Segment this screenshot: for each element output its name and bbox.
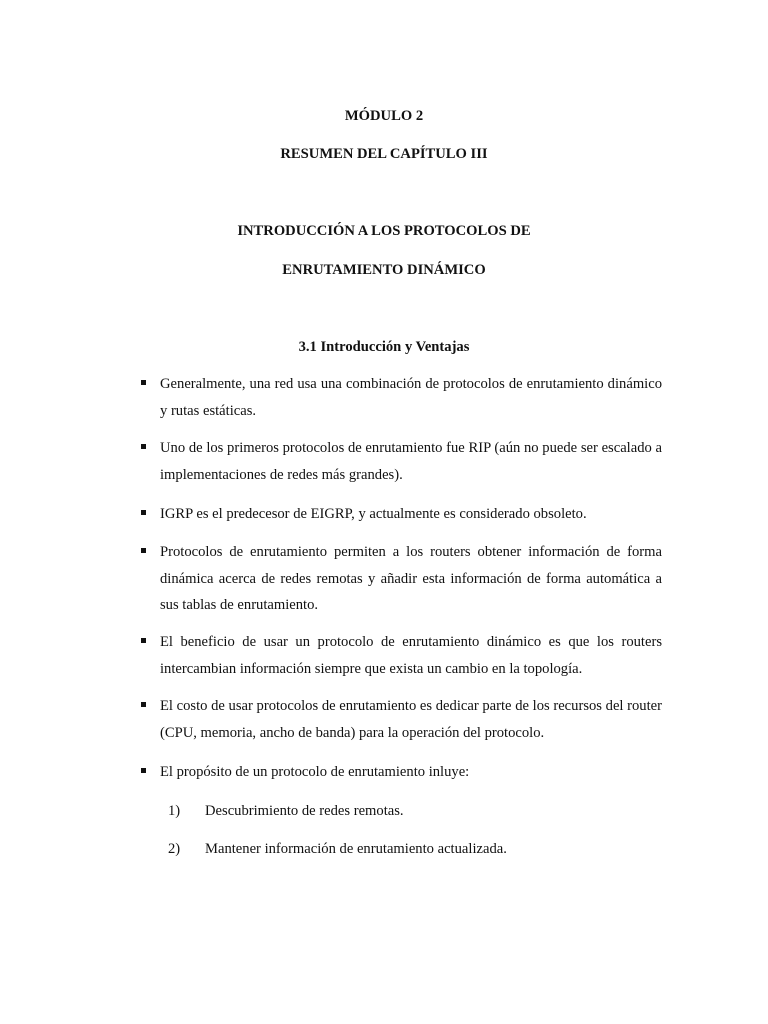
bullet-item (141, 539, 662, 619)
chapter-summary-heading: RESUMEN DEL CAPÍTULO III (280, 146, 488, 162)
numbered-item-text: Descubrimiento de redes remotas. (205, 803, 404, 819)
bullet-item (141, 629, 662, 682)
bullet-item (141, 371, 662, 424)
numbered-item-label: 2) (168, 841, 181, 857)
square-bullet-icon (141, 768, 146, 773)
square-bullet-icon (141, 548, 146, 553)
numbered-item (168, 840, 648, 858)
square-bullet-icon (141, 510, 146, 515)
bullet-item (141, 693, 662, 746)
bullet-text: El beneficio de usar un protocolo de enrutamiento dinámico es que los routers intercambian información siempre que exista un cambio en la topología. (160, 634, 662, 677)
bullet-item (141, 501, 662, 528)
bullet-text: Generalmente, una red usa una combinación de protocolos de enrutamiento dinámico y rutas estáticas. (160, 376, 662, 419)
square-bullet-icon (141, 638, 146, 643)
bullet-text: IGRP es el predecesor de EIGRP, y actualmente es considerado obsoleto. (160, 506, 587, 522)
module-heading: MÓDULO 2 (344, 108, 424, 124)
bullet-text: El costo de usar protocolos de enrutamiento es dedicar parte de los recursos del router (CPU, memoria, ancho de banda) para la operación del protocolo. (160, 698, 662, 741)
square-bullet-icon (141, 444, 146, 449)
bullet-text: Uno de los primeros protocolos de enrutamiento fue RIP (aún no puede ser escalado a implementaciones de redes más grandes). (160, 440, 662, 483)
title-line-2: ENRUTAMIENTO DINÁMICO (282, 262, 486, 278)
bullet-text: Protocolos de enrutamiento permiten a los routers obtener información de forma dinámica acerca de redes remotas y añadir esta información de forma automática a sus tablas de enrutamiento. (160, 544, 662, 613)
square-bullet-icon (141, 380, 146, 385)
bullet-item (141, 435, 662, 488)
title-line-1: INTRODUCCIÓN A LOS PROTOCOLOS DE (237, 223, 531, 239)
section-heading: 3.1 Introducción y Ventajas (298, 339, 470, 355)
numbered-item-label: 1) (168, 803, 181, 819)
bullet-item (141, 759, 662, 786)
square-bullet-icon (141, 702, 146, 707)
numbered-item-text: Mantener información de enrutamiento actualizada. (205, 841, 507, 857)
bullet-text: El propósito de un protocolo de enrutamiento inluye: (160, 764, 470, 780)
numbered-item (168, 802, 648, 820)
